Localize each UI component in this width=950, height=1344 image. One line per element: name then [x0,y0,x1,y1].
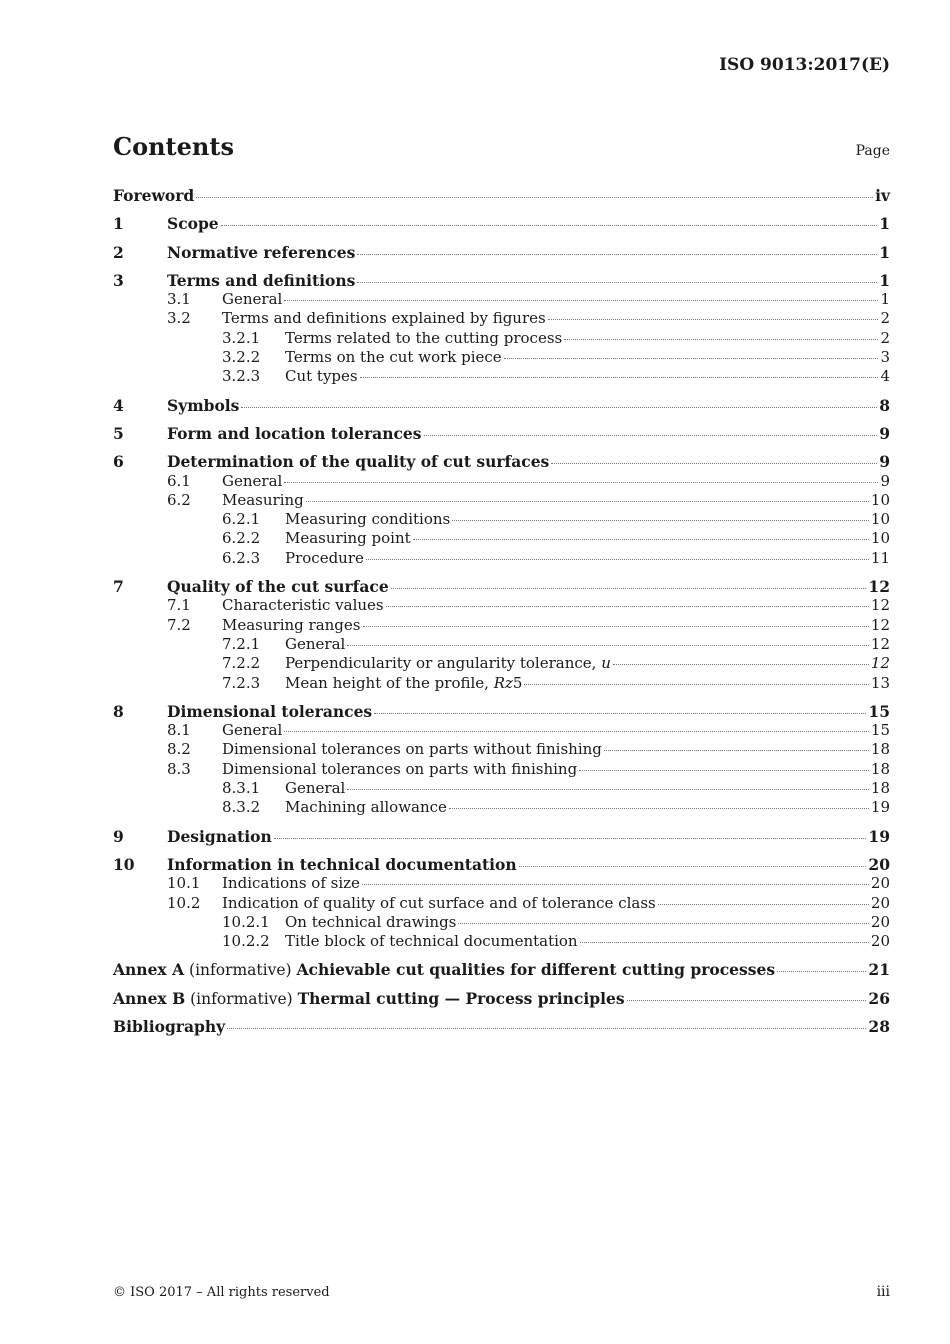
toc-entry-7-1[interactable]: 7.1 Characteristic values 12 [167,596,890,615]
leader-dots [424,435,878,436]
leader-dots [363,626,869,627]
table-of-contents [113,186,890,1036]
toc-entry-8-1[interactable]: 8.1 General 15 [167,721,890,740]
toc-entry-foreword[interactable]: Foreword iv [113,186,890,205]
toc-entry-10-2-2[interactable]: 10.2.2 Title block of technical documentation 20 [222,932,890,951]
toc-entry-6-2[interactable]: 6.2 Measuring 10 [167,490,890,509]
leader-dots [347,645,869,646]
toc-entry-4[interactable]: 4 Symbols 8 [113,395,890,415]
toc-entry-7-2-3[interactable]: 7.2.3 Mean height of the profile, Rz5 13 [222,673,890,692]
toc-entry-7-2[interactable]: 7.2 Measuring ranges 12 [167,615,890,634]
leader-dots [391,588,867,589]
leader-dots [284,300,878,301]
leader-dots [413,539,869,540]
toc-entry-6-1[interactable]: 6.1 General 9 [167,471,890,490]
leader-dots [386,606,869,607]
leader-dots [357,254,877,255]
toc-entry-6[interactable]: 6 Determination of the quality of cut surfaces 9 [113,452,890,472]
leader-dots [564,339,878,340]
toc-entry-3-2-1[interactable]: 3.2.1 Terms related to the cutting process 2 [222,328,890,347]
toc-entry-8-3-2[interactable]: 8.3.2 Machining allowance 19 [222,798,890,817]
toc-entry-6-2-2[interactable]: 6.2.2 Measuring point 10 [222,529,890,548]
leader-dots [579,770,869,771]
toc-entry-3-2[interactable]: 3.2 Terms and definitions explained by figures 2 [167,309,890,328]
toc-entry-3[interactable]: 3 Terms and definitions 1 [113,270,890,290]
toc-entry-7-2-1[interactable]: 7.2.1 General 12 [222,634,890,653]
leader-dots [360,377,879,378]
toc-entry-8-3[interactable]: 8.3 Dimensional tolerances on parts with finishing 18 [167,759,890,778]
toc-entry-annex-a[interactable]: Annex A (informative) Achievable cut qualities for different cutting processes 21 [113,960,890,980]
contents-title: Contents [113,132,234,161]
leader-dots [362,884,869,885]
leader-dots [374,713,866,714]
toc-entry-3-1[interactable]: 3.1 General 1 [167,290,890,309]
leader-dots [196,197,873,198]
page-number: iii [876,1284,890,1300]
leader-dots [604,750,869,751]
leader-dots [627,1000,867,1001]
leader-dots [519,866,867,867]
leader-dots [504,358,879,359]
leader-dots [548,319,879,320]
toc-entry-9[interactable]: 9 Designation 19 [113,826,890,846]
leader-dots [227,1028,866,1029]
leader-dots [458,923,869,924]
toc-entry-10-2-1[interactable]: 10.2.1 On technical drawings 20 [222,912,890,931]
leader-dots [241,407,877,408]
toc-entry-10-1[interactable]: 10.1 Indications of size 20 [167,874,890,893]
leader-dots [452,520,869,521]
leader-dots [284,731,869,732]
toc-entry-10-2[interactable]: 10.2 Indication of quality of cut surface and of tolerance class 20 [167,893,890,912]
toc-entry-7[interactable]: 7 Quality of the cut surface 12 [113,577,890,597]
toc-entry-7-2-2[interactable]: 7.2.2 Perpendicularity or angularity tolerance, u 12 [222,654,890,673]
copyright-notice: © ISO 2017 – All rights reserved [113,1285,330,1300]
toc-entry-6-2-1[interactable]: 6.2.1 Measuring conditions 10 [222,510,890,529]
toc-entry-8-3-1[interactable]: 8.3.1 General 18 [222,779,890,798]
toc-entry-3-2-3[interactable]: 3.2.3 Cut types 4 [222,367,890,386]
leader-dots [613,664,869,665]
leader-dots [274,838,867,839]
toc-entry-10[interactable]: 10 Information in technical documentation 20 [113,854,890,874]
leader-dots [449,808,869,809]
toc-entry-6-2-3[interactable]: 6.2.3 Procedure 11 [222,548,890,567]
leader-dots [524,684,868,685]
toc-entry-3-2-2[interactable]: 3.2.2 Terms on the cut work piece 3 [222,348,890,367]
toc-entry-2[interactable]: 2 Normative references 1 [113,242,890,262]
toc-entry-5[interactable]: 5 Form and location tolerances 9 [113,423,890,443]
leader-dots [221,225,878,226]
toc-entry-1[interactable]: 1 Scope 1 [113,214,890,234]
toc-entry-8[interactable]: 8 Dimensional tolerances 15 [113,701,890,721]
leader-dots [347,789,869,790]
toc-entry-8-2[interactable]: 8.2 Dimensional tolerances on parts without finishing 18 [167,740,890,759]
leader-dots [366,559,869,560]
leader-dots [306,501,869,502]
leader-dots [777,971,866,972]
leader-dots [580,942,869,943]
page-column-label: Page [855,143,890,159]
document-id: ISO 9013:2017(E) [719,55,890,75]
leader-dots [551,463,877,464]
toc-entry-bibliography[interactable]: Bibliography 28 [113,1016,890,1036]
toc-entry-annex-b[interactable]: Annex B (informative) Thermal cutting — Process principles 26 [113,988,890,1008]
leader-dots [284,482,878,483]
leader-dots [357,282,877,283]
leader-dots [658,904,869,905]
